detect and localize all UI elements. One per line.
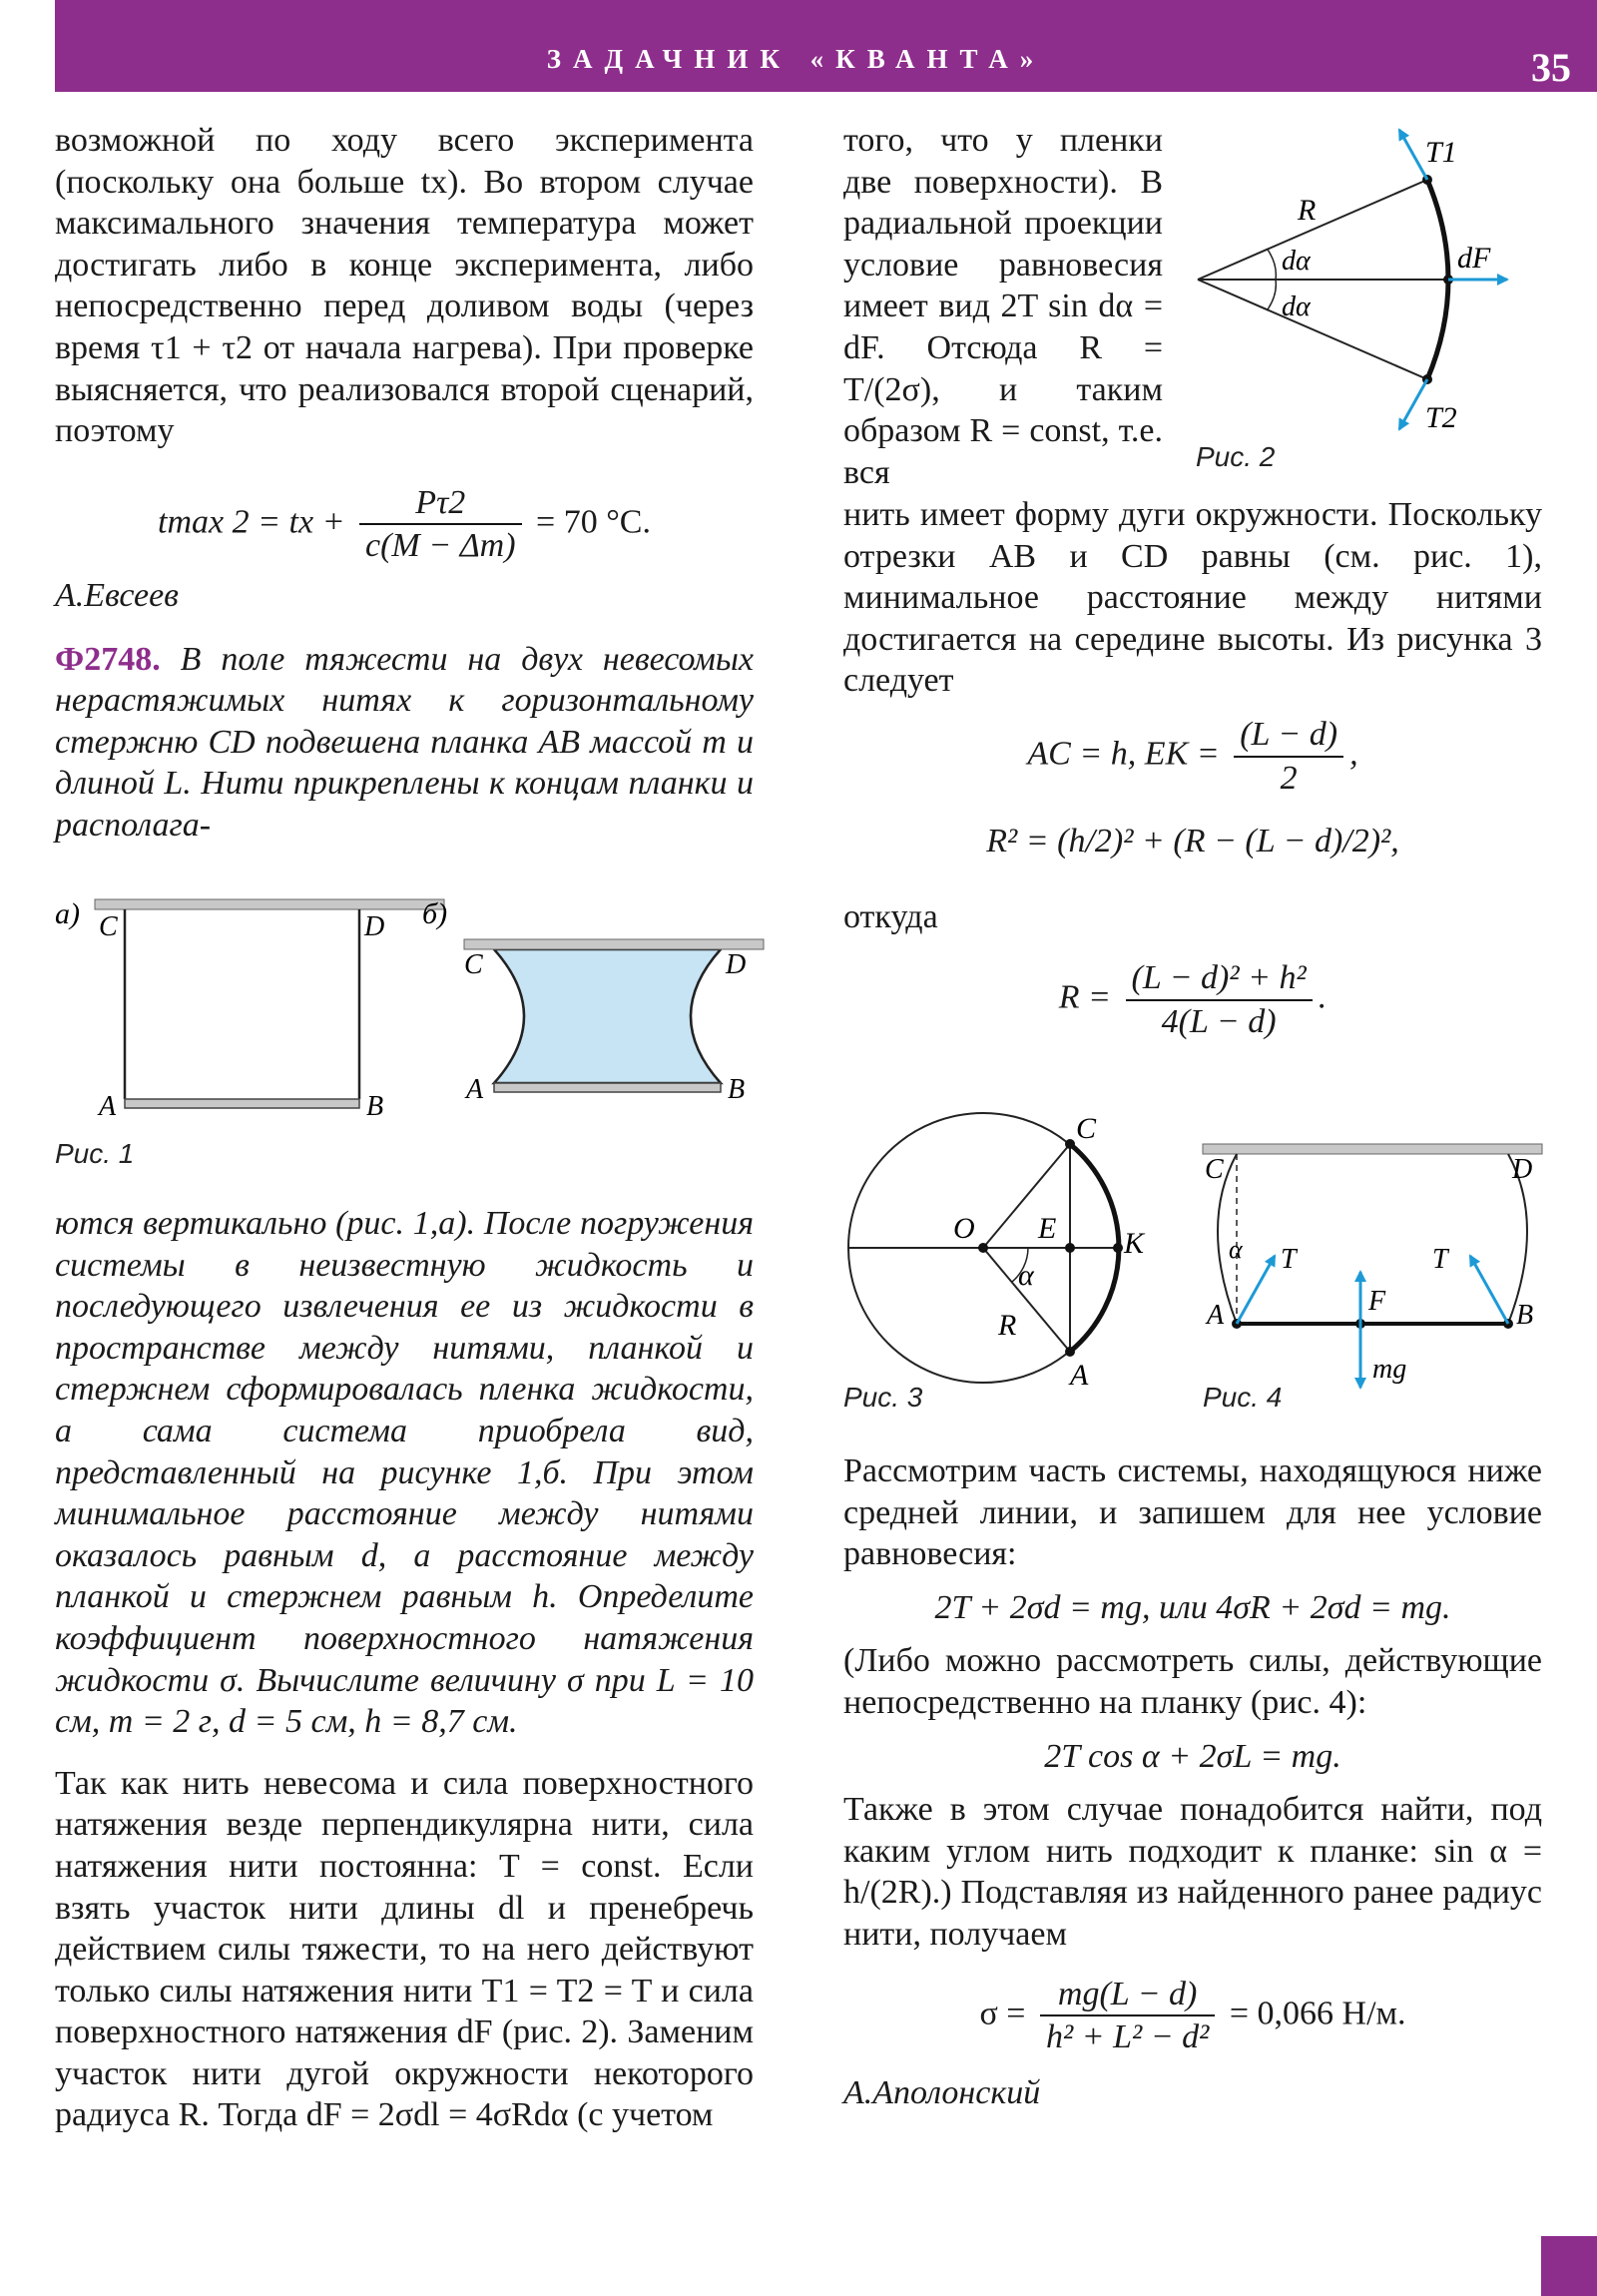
- fig1-label-b: б): [422, 897, 448, 930]
- label-B: B: [1516, 1300, 1534, 1331]
- paragraph: Рассмотрим часть системы, находящуюся ниже средней линии, и запишем для нее условие равновесия:: [843, 1452, 1542, 1573]
- figure-2: [1188, 120, 1547, 449]
- right-column-equations: [843, 494, 1542, 1043]
- paragraph: нить имеет форму дуги окружности. Поскольку отрезки AB и CD равны (см. рис. 1), минимальное расстояние между нитями достигается на середине высоты. Из рисунка 3 следует: [843, 496, 1542, 700]
- problem-number: Ф2748.: [55, 640, 161, 678]
- label-alpha: α: [1018, 1259, 1034, 1292]
- fig1-label-a: а): [55, 897, 80, 930]
- fig1b-label-B: B: [728, 1074, 746, 1105]
- left-column-top: [55, 120, 754, 847]
- label-O: O: [953, 1212, 975, 1245]
- journal-section-title: ЗАДАЧНИК «КВАНТА»: [546, 44, 1046, 74]
- label-T-right: T: [1432, 1244, 1448, 1275]
- fig2-caption: Рис. 2: [1196, 441, 1276, 472]
- author-signature: А.Евсеев: [55, 576, 179, 614]
- label-D: D: [1512, 1154, 1533, 1185]
- label-T-left: T: [1281, 1244, 1297, 1275]
- equation-r: R = $\frac{\text{(L − d)² + h²}}{4(L - d)}$ .: [1058, 959, 1328, 1040]
- page-number: 35: [1531, 45, 1571, 90]
- figure-4: [1193, 1138, 1562, 1398]
- fig1-label-B: B: [366, 1091, 384, 1122]
- right-column-narrow: [843, 120, 1163, 493]
- left-column-bottom: [55, 1203, 754, 2136]
- fig1-label-C: C: [99, 911, 118, 942]
- label-F: F: [1368, 1286, 1386, 1317]
- tension-arrow-t2: [1399, 379, 1427, 429]
- fig4-caption: Рис. 4: [1203, 1382, 1283, 1413]
- tension-arrow-left: [1237, 1256, 1275, 1324]
- angle-arc-top: [1268, 250, 1276, 280]
- label-T2: T2: [1425, 401, 1457, 434]
- angle-arc-bottom: [1268, 280, 1276, 309]
- point-o: [978, 1243, 988, 1253]
- problem-statement-cont: ются вертикально (рис. 1,а). После погружения системы в неизвестную жидкость и последующего извлечения ее из жидкости в пространстве между нитями, планкой и стержнем сформировалась пленка жидкости, а сама система приобрела вид, представленный на рисунке 1,б. При этом минимальное расстояние между нитями оказалось равным d, а расстояние между планкой и стержнем равным h. Определите коэффициент поверхностного натяжения жидкости σ. Вычислите величину σ при L = 10 см, m = 2 г, d = 5 см, h = 8,7 см.: [55, 1205, 754, 1741]
- rod-cd-b: [464, 939, 764, 949]
- label-mg: mg: [1372, 1354, 1407, 1385]
- word-otkuda: откуда: [843, 897, 938, 935]
- problem-statement: Ф2748. В поле тяжести на двух невесомых нерастяжимых нитях к горизонтальному стержню CD подвешена планка AB массой m и длиной L. Нити прикреплены к концам планки и располага-: [55, 640, 755, 844]
- fig1-caption: Рис. 1: [55, 1138, 135, 1169]
- rod-cd-a: [95, 899, 444, 909]
- equation-ac-ek: AC = h, EK = $\frac{(L - d)}{2}$ ,: [1027, 715, 1358, 797]
- fig1b-label-D: D: [726, 949, 747, 980]
- point-a: [1065, 1347, 1075, 1357]
- plank-ab-b: [494, 1083, 721, 1092]
- fig1-label-A: A: [99, 1091, 117, 1122]
- radius-oc: [983, 1144, 1070, 1248]
- label-K: K: [1124, 1227, 1145, 1260]
- label-dalpha-2: dα: [1282, 291, 1311, 322]
- plank-ab-a: [125, 1099, 359, 1108]
- page-corner-accent: [1541, 2236, 1597, 2296]
- label-dF: dF: [1457, 242, 1491, 275]
- page-header: [55, 0, 1597, 92]
- equation-tmax: tmax 2 = tx + $\frac{P\tau 2}{c(M - \Delta m)}$ = 70 °C.: [158, 483, 651, 565]
- paragraph: того, что у пленки две поверхности). В радиальной проекции условие равновесия имеет вид 2T sin dα = dF. Отсюда R = T/(2σ), и таким образом R = const, т.е. вся: [843, 122, 1163, 491]
- label-A: A: [1070, 1359, 1089, 1392]
- label-alpha: α: [1229, 1235, 1243, 1264]
- fig1-label-D: D: [364, 911, 385, 942]
- tension-arrow-t1: [1399, 130, 1427, 180]
- equation-sigma: σ = $\frac{mg(L - d)}{\text{h² + L² − d²}}$ = 0,066 Н/м.: [979, 1975, 1406, 2056]
- label-T1: T1: [1425, 136, 1457, 169]
- point-e: [1065, 1243, 1075, 1253]
- point-c: [1065, 1139, 1075, 1149]
- rod-cd: [1203, 1144, 1542, 1154]
- tension-arrow-right: [1470, 1256, 1508, 1324]
- radius-line-bottom: [1198, 280, 1427, 379]
- figure-1: [55, 883, 774, 1133]
- fig1b-label-C: C: [464, 949, 483, 980]
- right-column-bottom: [843, 1450, 1542, 2113]
- paragraph: (Либо можно рассмотреть силы, действующие непосредственно на планку (рис. 4):: [843, 1642, 1542, 1721]
- fig1b-label-A: A: [466, 1074, 484, 1105]
- label-A: A: [1207, 1300, 1225, 1331]
- equation-r-squared: R² = (h/2)² + (R − (L − d)/2)²,: [986, 823, 1399, 861]
- paragraph: Так как нить невесома и сила поверхностного натяжения везде перпендикулярна нити, сила натяжения нити постоянна: T = const. Если взять участок нити длины dl и пренебречь действием силы тяжести, то на него действуют только силы натяжения нити T1 = T2 = T и сила поверхностного натяжения dF (рис. 2). Заменим участок нити дугой окружности некоторого радиуса R. Тогда dF = 2σdl = 4σRdα (с учетом: [55, 1764, 754, 2134]
- paragraph: Также в этом случае понадобится найти, под каким углом нить подходит к планке: sin α = h/(2R).) Подставляя из найденного ранее радиус нити, получаем: [843, 1791, 1542, 1953]
- paragraph: возможной по ходу всего эксперимента (поскольку она больше tx). Во втором случае максимального значения температура может достигать либо в конце эксперимента, либо непосредственно перед доливом воды (через время τ1 + τ2 от начала нагрева). При проверке выясняется, что реализовался второй сценарий, поэтому: [55, 122, 754, 450]
- label-R: R: [998, 1309, 1017, 1342]
- label-C: C: [1205, 1154, 1224, 1185]
- label-dalpha-1: dα: [1282, 246, 1311, 277]
- label-R: R: [1298, 194, 1317, 227]
- equation-cos: 2T cos α + 2σL = mg.: [1044, 1737, 1341, 1775]
- equation-equilibrium: 2T + 2σd = mg, или 4σR + 2σd = mg.: [934, 1588, 1451, 1626]
- fig3-caption: Рис. 3: [843, 1382, 923, 1413]
- author-signature: А.Аполонский: [843, 2073, 1041, 2111]
- figure-3: [838, 1103, 1188, 1403]
- label-C: C: [1076, 1112, 1097, 1145]
- label-E: E: [1038, 1212, 1057, 1245]
- liquid-film: [494, 949, 721, 1083]
- point-k: [1113, 1243, 1123, 1253]
